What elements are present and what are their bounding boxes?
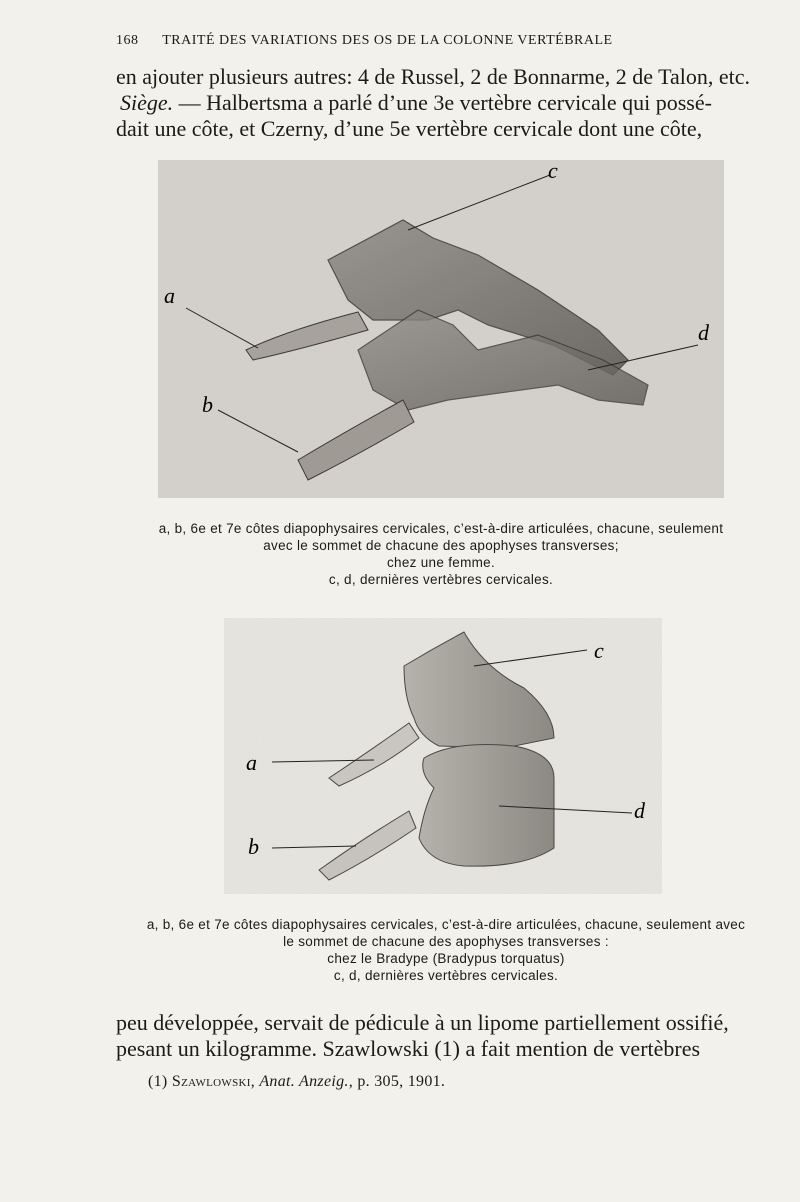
closing-paragraph	[116, 1010, 766, 1062]
intro-line-2	[116, 90, 766, 116]
page-number: 168	[116, 33, 139, 48]
figure2-label-a: a	[246, 750, 257, 775]
figure1-caption-line-1: a, b, 6e et 7e côtes diapophysaires cervicales, c’est-à-dire articulées, chacune, seulement	[158, 521, 724, 536]
running-title: TRAITÉ DES VARIATIONS DES OS DE LA COLONNE VERTÉBRALE	[162, 33, 613, 48]
footnote-marker: (1)	[148, 1073, 168, 1090]
figure2-caption-line-2: le sommet de chacune des apophyses transverses :	[283, 934, 609, 949]
figure-2-caption	[116, 916, 776, 984]
vertebra-d-shape	[419, 745, 554, 867]
figure-1-caption	[116, 520, 766, 588]
footnote	[148, 1073, 445, 1091]
closing-line-2: pesant un kilogramme. Szawlowski (1) a fait mention de vertèbres	[116, 1036, 701, 1061]
section-label-siege: Siège.	[120, 90, 174, 115]
figure1-label-c: c	[548, 160, 558, 183]
figure2-label-c: c	[594, 638, 604, 663]
footnote-journal: Anat. Anzeig.,	[259, 1073, 354, 1090]
intro-line-2-text: — Halbertsma a parlé d’une 3e vertèbre cervicale qui possé-	[173, 90, 712, 115]
figure1-caption-line-4: c, d, dernières vertèbres cervicales.	[328, 572, 554, 587]
figure1-caption-line-3: chez une femme.	[386, 555, 496, 570]
intro-line-1: en ajouter plusieurs autres: 4 de Russel, 2 de Bonnarme, 2 de Talon, etc.	[116, 64, 751, 89]
figure2-label-d: d	[634, 798, 645, 823]
figure1-label-d: d	[698, 320, 709, 345]
intro-line-3: dait une côte, et Czerny, d’une 5e vertèbre cervicale dont une côte,	[116, 116, 703, 141]
running-header	[116, 33, 736, 49]
figure-1-illustration	[158, 160, 724, 498]
closing-line-1: peu développée, servait de pédicule à un lipome partiellement ossifié,	[116, 1010, 729, 1035]
footnote-reference: p. 305, 1901.	[357, 1073, 446, 1090]
figure2-caption-line-3: chez le Bradype (Bradypus torquatus)	[327, 951, 565, 966]
figure1-label-a: a	[164, 283, 175, 308]
figure2-label-b: b	[248, 834, 259, 859]
figure1-label-b: b	[202, 392, 213, 417]
figure2-caption-line-1: a, b, 6e et 7e côtes diapophysaires cervicales, c’est-à-dire articulées, chacune, seulement avec	[146, 917, 746, 932]
figure1-caption-line-2: avec le sommet de chacune des apophyses transverses;	[263, 538, 619, 553]
footnote-author: Szawlowski,	[171, 1073, 256, 1090]
intro-paragraph	[116, 64, 766, 142]
figure-2-illustration	[224, 618, 662, 894]
figure2-caption-line-4: c, d, dernières vertèbres cervicales.	[333, 968, 559, 983]
